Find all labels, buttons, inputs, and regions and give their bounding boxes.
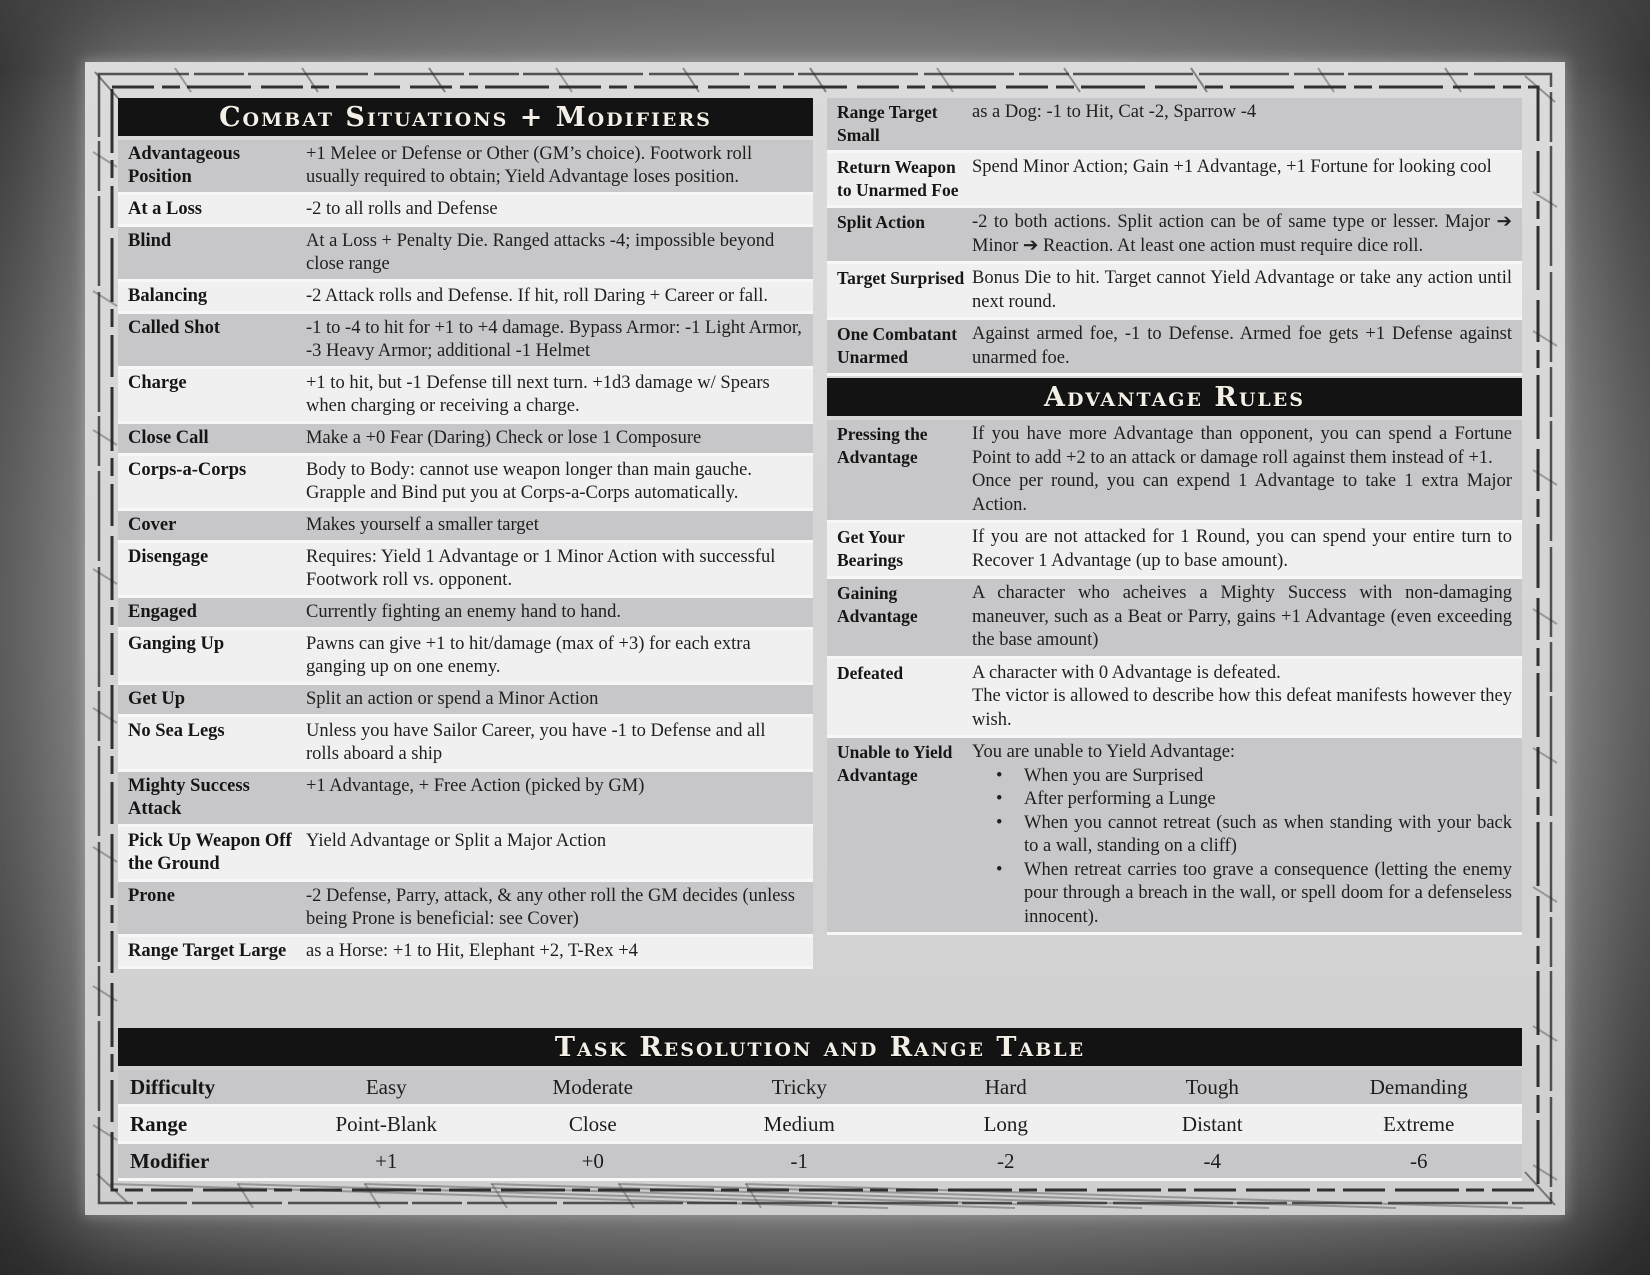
row-label: No Sea Legs: [128, 721, 225, 741]
table-row: [118, 882, 813, 937]
table-row: [118, 511, 813, 543]
bullet-text: When you are Surprised: [1024, 765, 1204, 786]
row-text: -2 Defense, Parry, attack, & any other roll the GM decides (unless being Prone is beneficial: see Cover): [306, 886, 795, 929]
advantage-rules-title: Advantage Rules: [827, 378, 1522, 416]
table-row: [827, 98, 1522, 153]
bullet-item: [972, 765, 1512, 789]
table-row: [118, 282, 813, 314]
row-label: Disengage: [128, 547, 209, 567]
row-text: A character with 0 Advantage is defeated.: [972, 662, 1281, 683]
bullet-icon: •: [996, 789, 1003, 809]
row-text: -2 to all rolls and Defense: [306, 199, 498, 219]
row-label: Charge: [128, 373, 187, 393]
table-row: [827, 208, 1522, 264]
combat-situations-table-continued: [827, 98, 1522, 376]
row-text: Makes yourself a smaller target: [306, 515, 539, 535]
table-cell: Close: [568, 1112, 617, 1136]
bullet-icon: •: [996, 765, 1003, 786]
row-label: Corps-a-Corps: [128, 460, 247, 480]
row-text: +1 Advantage, + Free Action (picked by GM): [306, 776, 645, 796]
row-label: Split Action: [837, 212, 926, 232]
table-row: [118, 1107, 1522, 1144]
row-label: Gaining Advantage: [837, 583, 918, 626]
row-text: -2 Attack rolls and Defense. If hit, roll Daring + Career or fall.: [306, 286, 768, 306]
table-row: [827, 579, 1522, 659]
row-label: Range Target Large: [128, 941, 287, 961]
row-text: as a Dog: -1 to Hit, Cat -2, Sparrow -4: [972, 102, 1257, 122]
row-value: [972, 420, 1522, 520]
table-cell: Long: [983, 1112, 1028, 1136]
table-cell: Point-Blank: [335, 1112, 437, 1136]
row-value: [306, 314, 813, 366]
row-text: At a Loss + Penalty Die. Ranged attacks -4; impossible beyond close range: [306, 231, 775, 274]
row-value: [972, 153, 1522, 205]
row-label: Modifier: [130, 1149, 210, 1173]
bullet-text: When you cannot retreat (such as when standing with your back to a wall, standing on a cliff): [1024, 812, 1512, 856]
row-text: Make a +0 Fear (Daring) Check or lose 1 Composure: [306, 428, 702, 448]
sheet-page: [85, 62, 1565, 1215]
row-text: Bonus Die to hit. Target cannot Yield Advantage or take any action until next round.: [972, 268, 1512, 312]
row-text: -2 to both actions. Split action can be of same type or lesser. Major ➔ Minor ➔ Reaction. At least one action must require dice roll.: [972, 212, 1512, 256]
row-value: [972, 579, 1522, 656]
table-row: [827, 420, 1522, 523]
row-label: Balancing: [128, 286, 208, 306]
row-value: [972, 523, 1522, 576]
row-value: [306, 937, 813, 966]
row-text: +1 Melee or Defense or Other (GM’s choice). Footwork roll usually required to obtain; Yield Advantage loses position.: [306, 144, 753, 187]
table-row: [118, 456, 813, 511]
row-text: Once per round, you can expend 1 Advantage to take 1 extra Major Action.: [972, 471, 1512, 515]
row-value: [306, 424, 813, 453]
row-label: Get Your Bearings: [837, 527, 905, 570]
row-text: Requires: Yield 1 Advantage or 1 Minor Action with successful Footwork roll vs. opponent.: [306, 547, 776, 590]
table-cell: +0: [581, 1149, 604, 1173]
bullet-item: [972, 812, 1512, 859]
table-row: [118, 1070, 1522, 1107]
row-label: Blind: [128, 231, 172, 251]
table-row: [118, 424, 813, 456]
row-label: Pressing the Advantage: [837, 424, 928, 467]
table-row: [118, 227, 813, 282]
row-value: [306, 456, 813, 508]
task-table-title: Task Resolution and Range Table: [118, 1028, 1522, 1066]
task-resolution-table: [118, 1028, 1522, 1181]
row-value: [306, 511, 813, 540]
row-label: Pick Up Weapon Off the Ground: [128, 831, 292, 874]
row-label: Range: [130, 1112, 188, 1136]
table-cell: Distant: [1181, 1112, 1243, 1136]
table-row: [118, 140, 813, 195]
row-value: [306, 282, 813, 311]
row-value: [306, 685, 813, 714]
table-cell: Easy: [365, 1075, 407, 1099]
row-text: +1 to hit, but -1 Defense till next turn. +1d3 damage w/ Spears when charging or receiving a charge.: [306, 373, 770, 416]
bullet-text: When retreat carries too grave a consequence (letting the enemy pour through a breach in the wall, or spell doom for a defenseless innocent).: [1024, 859, 1512, 927]
table-row: [118, 827, 813, 882]
row-value: [972, 208, 1522, 261]
row-value: [972, 320, 1522, 373]
table-cell: Medium: [763, 1112, 835, 1136]
bullet-item: [972, 788, 1512, 812]
row-text: -1 to -4 to hit for +1 to +4 damage. Bypass Armor: -1 Light Armor, -3 Heavy Armor; additional -1 Helmet: [306, 318, 802, 361]
table-cell: -6: [1410, 1149, 1428, 1173]
table-row: [118, 543, 813, 598]
row-label: Cover: [128, 515, 177, 535]
task-table-rows: [118, 1070, 1522, 1181]
row-label: Mighty Success Attack: [128, 776, 250, 819]
row-text: If you have more Advantage than opponent, you can spend a Fortune Point to add +2 to an attack or damage roll against them instead of +1.: [972, 424, 1512, 468]
row-value: [306, 827, 813, 879]
row-text: Currently fighting an enemy hand to hand.: [306, 602, 621, 622]
row-label: One Combatant Unarmed: [837, 324, 958, 367]
row-label: Return Weapon to Unarmed Foe: [837, 157, 959, 200]
table-row: [118, 195, 813, 227]
combat-situations-rows: [118, 140, 813, 969]
row-value: [972, 738, 1522, 932]
row-value: [306, 195, 813, 224]
row-text: Yield Advantage or Split a Major Action: [306, 831, 607, 851]
row-value: [306, 717, 813, 769]
table-cell: Moderate: [552, 1075, 633, 1099]
row-value: [306, 543, 813, 595]
bullet-icon: •: [996, 859, 1003, 880]
bullet-icon: •: [996, 812, 1003, 833]
row-text: Unless you have Sailor Career, you have -1 to Defense and all rolls aboard a ship: [306, 721, 766, 764]
table-row: [118, 772, 813, 827]
table-cell: +1: [375, 1149, 398, 1173]
row-text: Body to Body: cannot use weapon longer than main gauche. Grapple and Bind put you at Corps-a-Corps automatically.: [306, 460, 752, 503]
row-text: You are unable to Yield Advantage:: [972, 742, 1236, 762]
row-text: Pawns can give +1 to hit/damage (max of +3) for each extra ganging up on one enemy.: [306, 634, 751, 677]
table-row: [827, 320, 1522, 376]
table-row: [118, 717, 813, 772]
table-cell: Tough: [1185, 1075, 1239, 1099]
row-label: Defeated: [837, 662, 904, 683]
table-row: [118, 598, 813, 630]
row-value: [972, 264, 1522, 317]
row-label: Range Target Small: [837, 102, 938, 145]
row-value: [306, 882, 813, 934]
table-row: [827, 659, 1522, 739]
row-label: Called Shot: [128, 318, 221, 338]
row-text: A character who acheives a Mighty Success with non-damaging maneuver, such as a Beat or Parry, gains +1 Advantage (even exceeding the base amount): [972, 583, 1512, 650]
row-label: Ganging Up: [128, 634, 225, 654]
row-label: Difficulty: [130, 1075, 216, 1099]
row-text: The victor is allowed to describe how this defeat manifests however they wish.: [972, 686, 1512, 730]
row-label: Advantageous Position: [128, 144, 241, 187]
advantage-rules-table: [827, 378, 1522, 935]
table-row: [118, 369, 813, 424]
table-row: [118, 314, 813, 369]
row-label: Prone: [128, 886, 175, 906]
row-text: Against armed foe, -1 to Defense. Armed foe gets +1 Defense against unarmed foe.: [972, 324, 1512, 368]
table-row: [827, 523, 1522, 579]
advantage-rules-rows: [827, 420, 1522, 935]
row-text: Split an action or spend a Minor Action: [306, 689, 599, 709]
row-label: Unable to Yield Advantage: [837, 742, 953, 785]
row-label: At a Loss: [128, 199, 203, 219]
table-cell: Tricky: [771, 1075, 827, 1099]
bullet-text: After performing a Lunge: [1024, 789, 1216, 809]
row-text: as a Horse: +1 to Hit, Elephant +2, T-Rex +4: [306, 941, 638, 961]
table-row: [118, 630, 813, 685]
row-value: [306, 369, 813, 421]
row-value: [306, 630, 813, 682]
bullet-item: [972, 859, 1512, 930]
row-value: [306, 227, 813, 279]
table-cell: Hard: [984, 1075, 1027, 1099]
combat-situations-rows-continued: [827, 98, 1522, 376]
table-cell: -1: [790, 1149, 808, 1173]
table-row: [118, 937, 813, 969]
table-cell: Extreme: [1383, 1112, 1455, 1136]
row-label: Target Surprised: [837, 268, 965, 288]
table-cell: -2: [997, 1149, 1015, 1173]
table-row: [827, 153, 1522, 208]
table-cell: Demanding: [1369, 1075, 1468, 1099]
row-label: Close Call: [128, 428, 209, 448]
table-row: [827, 738, 1522, 935]
row-value: [306, 598, 813, 627]
combat-situations-title: Combat Situations + Modifiers: [118, 98, 813, 136]
row-value: [972, 659, 1522, 736]
table-cell: -4: [1203, 1149, 1221, 1173]
row-label: Get Up: [128, 689, 186, 709]
row-value: [306, 140, 813, 192]
row-text: Spend Minor Action; Gain +1 Advantage, +1 Fortune for looking cool: [972, 157, 1492, 177]
combat-situations-table: [118, 98, 813, 969]
row-value: [972, 98, 1522, 150]
row-label: Engaged: [128, 602, 197, 622]
row-text: If you are not attacked for 1 Round, you can spend your entire turn to Recover 1 Advantage (up to base amount).: [972, 527, 1512, 571]
table-row: [827, 264, 1522, 320]
row-value: [306, 772, 813, 824]
table-row: [118, 1144, 1522, 1181]
table-row: [118, 685, 813, 717]
